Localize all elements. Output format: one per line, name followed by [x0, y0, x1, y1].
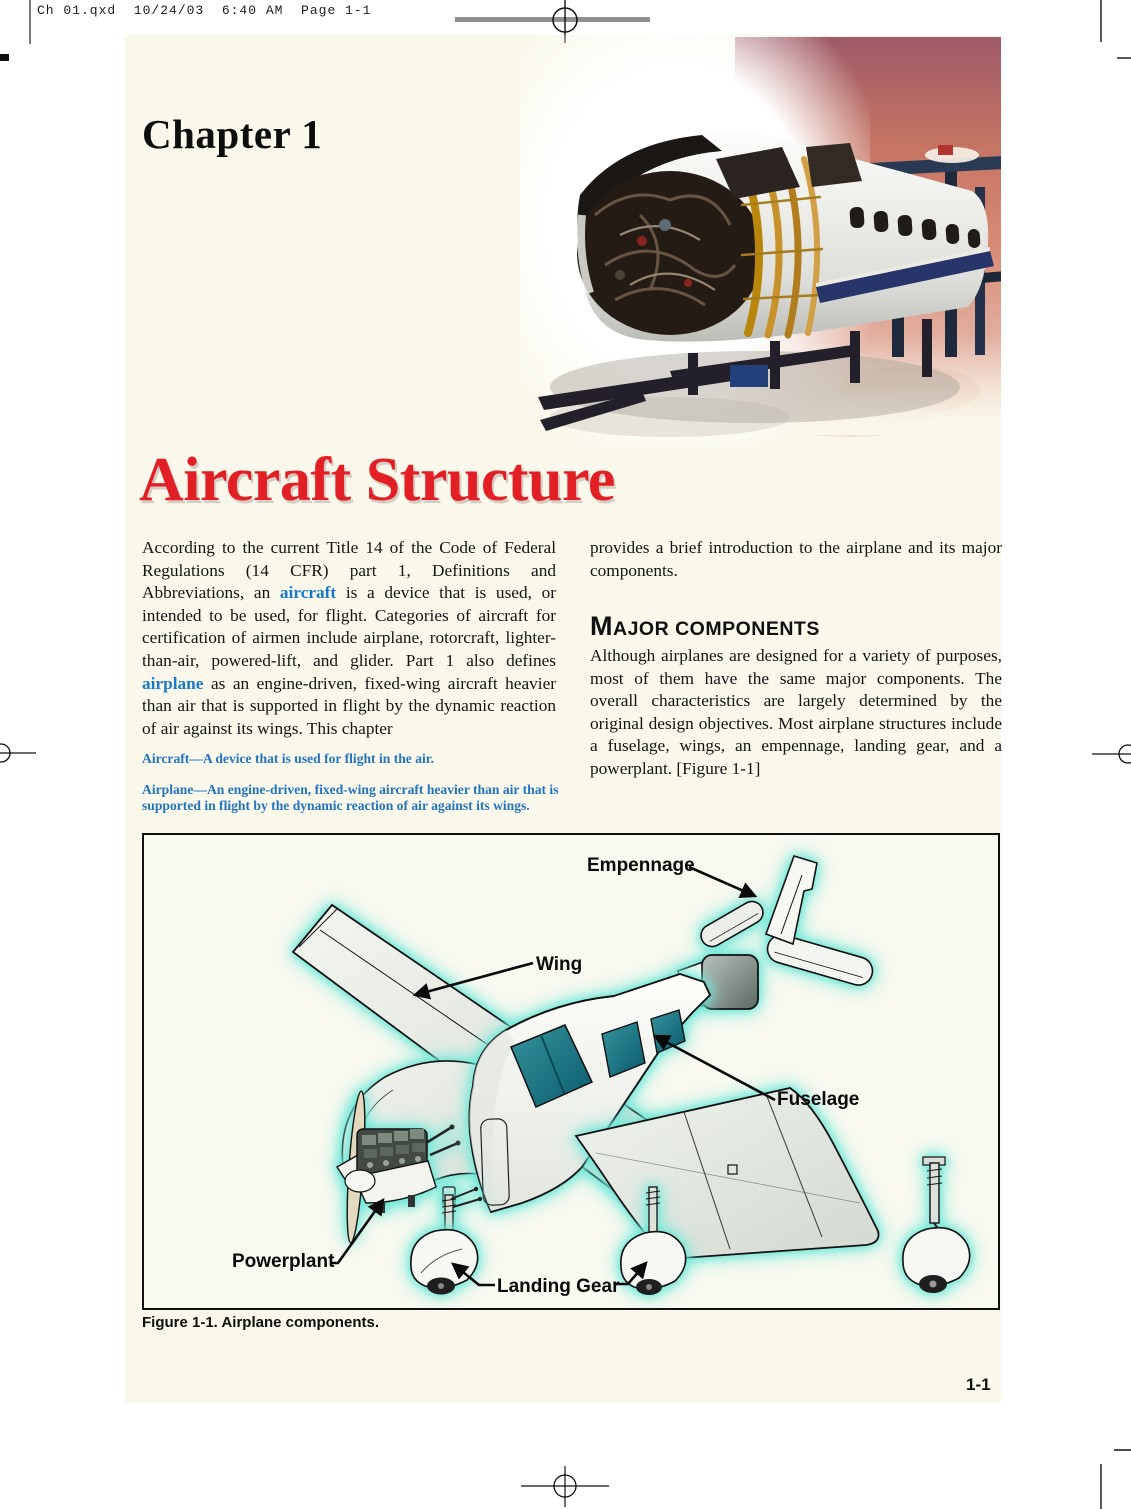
label-fuselage: Fuselage	[777, 1089, 860, 1110]
glossary-term-airplane: airplane	[142, 673, 204, 693]
page-number: 1-1	[966, 1375, 991, 1394]
figure-1-1	[142, 833, 1000, 1310]
label-powerplant: Powerplant	[232, 1251, 335, 1272]
airplane-components-diagram	[144, 835, 998, 1308]
margin-definitions	[142, 751, 566, 829]
fuselage-construction-photo	[520, 35, 1001, 447]
definition-aircraft: Aircraft—A device that is used for flight in the air.	[142, 751, 434, 766]
chapter-heading: Chapter 1	[142, 111, 323, 157]
label-empennage: Empennage	[587, 855, 695, 876]
section-paragraph: Although airplanes are designed for a variety of purposes, most of them have the same major components. The overall characteristics are largely determined by the original design objectives. Most airplane structures include a fuselage, wings, an empennage, landing gear, and a powerplant. [Figure 1-1]	[590, 646, 1002, 778]
print-header: Ch 01.qxd 10/24/03 6:40 AM Page 1-1	[37, 3, 372, 18]
far-main-gear-graphic	[903, 1157, 970, 1293]
label-landing-gear: Landing Gear	[497, 1276, 620, 1297]
intro-text-3: as an engine-driven, fixed-wing aircraft heavier than air that is supported in flight by the dynamic reaction of air against its wings. This chapter	[142, 673, 556, 738]
intro-text-2: is a device that is used, or intended to be used, for flight. Categories of aircraft for certification of airmen include airplane, rotorcraft, lighter-than-air, powered-lift, and glider. Part 1 also defines	[142, 583, 556, 670]
intro-continuation: provides a brief introduction to the airplane and its major components.	[590, 538, 1002, 580]
definition-airplane: Airplane—An engine-driven, fixed-wing aircraft heavier than air that is supported in flight by the dynamic reaction of air against its wings.	[142, 781, 559, 814]
label-wing: Wing	[536, 954, 583, 975]
heading-initial: M	[590, 611, 613, 641]
left-main-gear-graphic	[411, 1230, 478, 1295]
heading-rest: AJOR COMPONENTS	[613, 618, 820, 640]
empennage-graphic	[678, 856, 876, 1009]
figure-caption: Figure 1-1. Airplane components.	[142, 1314, 379, 1331]
intro-text-1: According to the current Title 14 of the Code of Federal Regulations (14 CFR) part 1, Definitions and Abbreviations, an	[142, 538, 556, 603]
intro-paragraph	[142, 537, 556, 740]
section-heading	[590, 611, 820, 642]
page-title: Aircraft Structure	[139, 446, 615, 514]
glossary-term-aircraft: aircraft	[279, 583, 337, 603]
